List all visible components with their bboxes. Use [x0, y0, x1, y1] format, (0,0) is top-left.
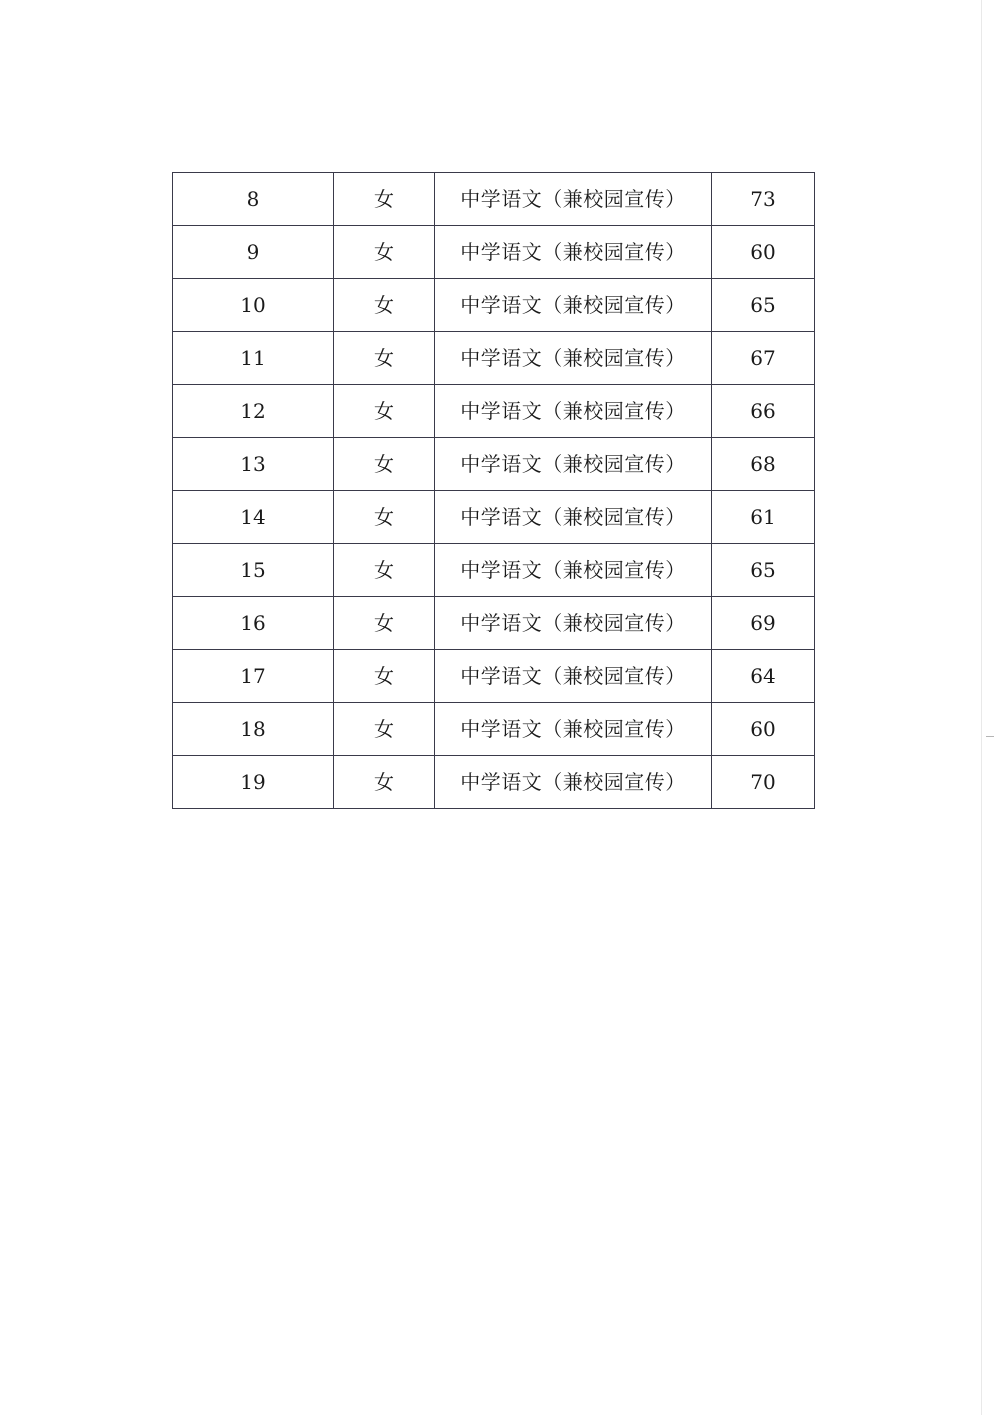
- gender-cell: 女: [334, 438, 435, 491]
- score-cell: 68: [712, 438, 815, 491]
- gender-cell: 女: [334, 279, 435, 332]
- table-row: [173, 650, 815, 703]
- table-row: [173, 385, 815, 438]
- table-row: [173, 597, 815, 650]
- table-body: [173, 173, 815, 809]
- gender-cell: 女: [334, 544, 435, 597]
- subject-cell: 中学语文（兼校园宣传）: [435, 279, 712, 332]
- table-row: [173, 491, 815, 544]
- gender-cell: 女: [334, 385, 435, 438]
- table-row: [173, 332, 815, 385]
- row-number-cell: 9: [173, 226, 334, 279]
- subject-cell: 中学语文（兼校园宣传）: [435, 438, 712, 491]
- row-number-cell: 12: [173, 385, 334, 438]
- score-cell: 60: [712, 703, 815, 756]
- score-cell: 69: [712, 597, 815, 650]
- score-cell: 60: [712, 226, 815, 279]
- gender-cell: 女: [334, 332, 435, 385]
- row-number-cell: 10: [173, 279, 334, 332]
- table-row: [173, 279, 815, 332]
- row-number-cell: 15: [173, 544, 334, 597]
- row-number-cell: 14: [173, 491, 334, 544]
- table-row: [173, 756, 815, 809]
- subject-cell: 中学语文（兼校园宣传）: [435, 332, 712, 385]
- gender-cell: 女: [334, 597, 435, 650]
- row-number-cell: 17: [173, 650, 334, 703]
- row-number-cell: 11: [173, 332, 334, 385]
- subject-cell: 中学语文（兼校园宣传）: [435, 544, 712, 597]
- subject-cell: 中学语文（兼校园宣传）: [435, 650, 712, 703]
- subject-cell: 中学语文（兼校园宣传）: [435, 703, 712, 756]
- subject-cell: 中学语文（兼校园宣传）: [435, 756, 712, 809]
- table-row: [173, 544, 815, 597]
- score-cell: 73: [712, 173, 815, 226]
- score-cell: 70: [712, 756, 815, 809]
- table-row: [173, 703, 815, 756]
- table-row: [173, 438, 815, 491]
- gender-cell: 女: [334, 703, 435, 756]
- table-row: [173, 173, 815, 226]
- gender-cell: 女: [334, 173, 435, 226]
- page-edge-line: [981, 0, 982, 1415]
- row-number-cell: 19: [173, 756, 334, 809]
- gender-cell: 女: [334, 491, 435, 544]
- gender-cell: 女: [334, 756, 435, 809]
- score-cell: 67: [712, 332, 815, 385]
- subject-cell: 中学语文（兼校园宣传）: [435, 491, 712, 544]
- subject-cell: 中学语文（兼校园宣传）: [435, 597, 712, 650]
- row-number-cell: 16: [173, 597, 334, 650]
- table-row: [173, 226, 815, 279]
- subject-cell: 中学语文（兼校园宣传）: [435, 385, 712, 438]
- score-table: [172, 172, 815, 809]
- row-number-cell: 13: [173, 438, 334, 491]
- row-number-cell: 8: [173, 173, 334, 226]
- score-cell: 64: [712, 650, 815, 703]
- score-cell: 61: [712, 491, 815, 544]
- subject-cell: 中学语文（兼校园宣传）: [435, 226, 712, 279]
- scan-tick-mark: [986, 736, 994, 737]
- score-cell: 65: [712, 544, 815, 597]
- gender-cell: 女: [334, 650, 435, 703]
- score-cell: 66: [712, 385, 815, 438]
- gender-cell: 女: [334, 226, 435, 279]
- subject-cell: 中学语文（兼校园宣传）: [435, 173, 712, 226]
- row-number-cell: 18: [173, 703, 334, 756]
- score-cell: 65: [712, 279, 815, 332]
